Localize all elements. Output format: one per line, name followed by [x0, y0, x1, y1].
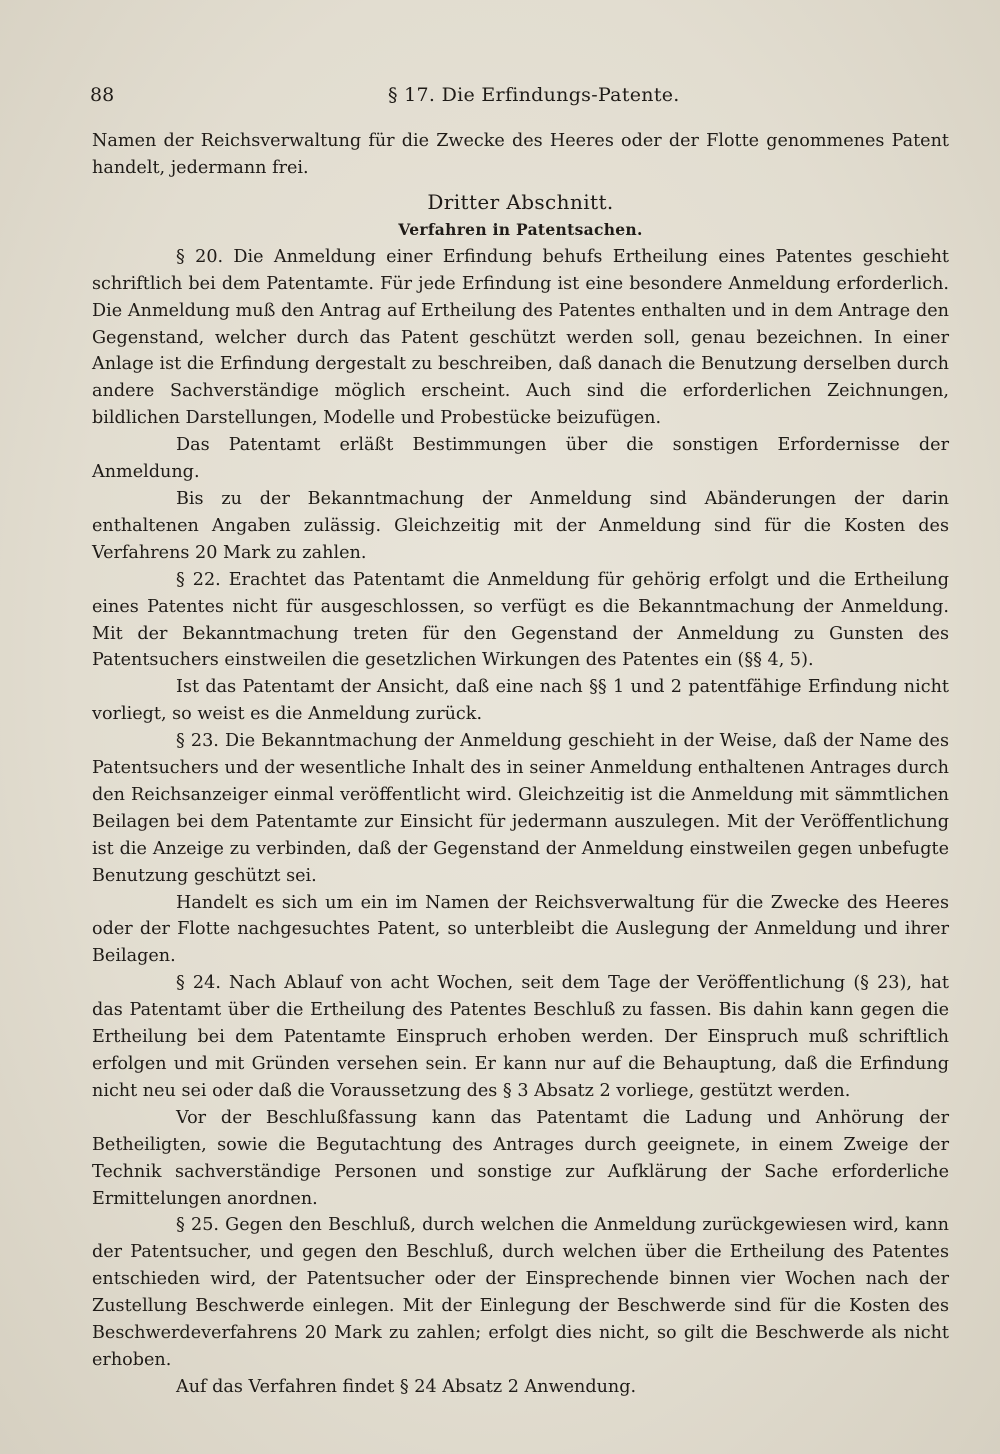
paragraph-section-24: § 24. Nach Ablauf von acht Wochen, seit dem Tage der Veröffentlichung (§ 23), hat das Patentamt über die Ertheilung des Patentes Beschluß zu fassen. Bis dahin kann gegen die Ertheilung bei dem Patentamte Einspruch erhoben werden. Der Einspruch muß schriftlich erfolgen und mit Gründen versehen sein. Er kann nur auf die Behauptung, daß die Erfindung nicht neu sei oder daß die Voraussetzung des § 3 Absatz 2 vorliege, gestützt werden. [92, 973, 949, 1101]
page-body [92, 128, 949, 1401]
paragraph-section-25: § 25. Gegen den Beschluß, durch welchen die Anmeldung zurückgewiesen wird, kann der Patentsucher, und gegen den Beschluß, durch welchen über die Ertheilung des Patentes entschieden wird, der Patentsucher oder der Einsprechende binnen vier Wochen nach der Zustellung Beschwerde einlegen. Mit der Einlegung der Beschwerde sind für die Kosten des Beschwerdeverfahrens 20 Mark zu zahlen; erfolgt dies nicht, so gilt die Beschwerde als nicht erhoben. [92, 1215, 949, 1370]
page-number: 88 [90, 84, 115, 106]
paragraph-section-23: § 23. Die Bekanntmachung der Anmeldung geschieht in der Weise, daß der Name des Patentsuchers und der wesentliche Inhalt des in seiner Anmeldung enthaltenen Antrages durch den Reichsanzeiger einmal veröffentlicht wird. Gleichzeitig ist die Anmeldung mit sämmtlichen Beilagen bei dem Patentamte zur Einsicht für jedermann auszulegen. Mit der Veröffentlichung ist die Anzeige zu verbinden, daß der Gegenstand der Anmeldung einstweilen gegen unbefugte Benutzung geschützt sei. [92, 731, 949, 886]
paragraph: Das Patentamt erläßt Bestimmungen über die sonstigen Erfordernisse der Anmeldung. [92, 435, 949, 483]
paragraph: Bis zu der Bekanntmachung der Anmeldung sind Abänderungen der darin enthaltenen Angaben zulässig. Gleichzeitig mit der Anmeldung sind für die Kosten des Verfahrens 20 Mark zu zahlen. [92, 488, 949, 563]
page-header [90, 84, 950, 114]
paragraph: Ist das Patentamt der Ansicht, daß eine nach §§ 1 und 2 patentfähige Erfindung nicht vorliegt, so weist es die Anmeldung zurück. [92, 677, 949, 725]
section-title: Dritter Abschnitt. [427, 189, 614, 214]
paragraph: Vor der Beschlußfassung kann das Patentamt die Ladung und Anhörung der Betheiligten, sowie die Begutachtung des Antrages durch geeignete, in einem Zweige der Technik sachverständige Personen und sonstige zur Aufklärung der Sache erforderliche Ermittelungen anordnen. [92, 1107, 949, 1209]
section-subtitle: Verfahren in Patentsachen. [398, 219, 643, 239]
paragraph-section-20: § 20. Die Anmeldung einer Erfindung behufs Ertheilung eines Patentes geschieht schriftlich bei dem Patentamte. Für jede Erfindung ist eine besondere Anmeldung erforderlich. Die Anmeldung muß den Antrag auf Ertheilung des Patentes enthalten und in dem Antrage den Gegenstand, welcher durch das Patent geschützt werden soll, genau bezeichnen. In einer Anlage ist die Erfindung dergestalt zu beschreiben, daß danach die Benutzung derselben durch andere Sachverständige möglich erscheint. Auch sind die erforderlichen Zeichnungen, bildlichen Darstellungen, Modelle und Probestücke beizufügen. [92, 246, 949, 429]
paragraph-section-22: § 22. Erachtet das Patentamt die Anmeldung für gehörig erfolgt und die Ertheilung eines Patentes nicht für ausgeschlossen, so verfügt es die Bekanntmachung der Anmeldung. Mit der Bekanntmachung treten für den Gegenstand der Anmeldung zu Gunsten des Patentsuchers einstweilen die gesetzlichen Wirkungen des Patentes ein (§§ 4, 5). [92, 569, 949, 671]
paragraph: Handelt es sich um ein im Namen der Reichsverwaltung für die Zwecke des Heeres oder der Flotte nachgesuchtes Patent, so unterbleibt die Auslegung der Anmeldung und ihrer Beilagen. [92, 892, 949, 967]
running-title: § 17. Die Erfindungs-Patente. [388, 84, 680, 106]
paragraph: Auf das Verfahren findet § 24 Absatz 2 Anwendung. [176, 1376, 637, 1397]
paragraph-continuation: Namen der Reichsverwaltung für die Zwecke des Heeres oder der Flotte genommenes Patent handelt, jedermann frei. [92, 131, 949, 178]
